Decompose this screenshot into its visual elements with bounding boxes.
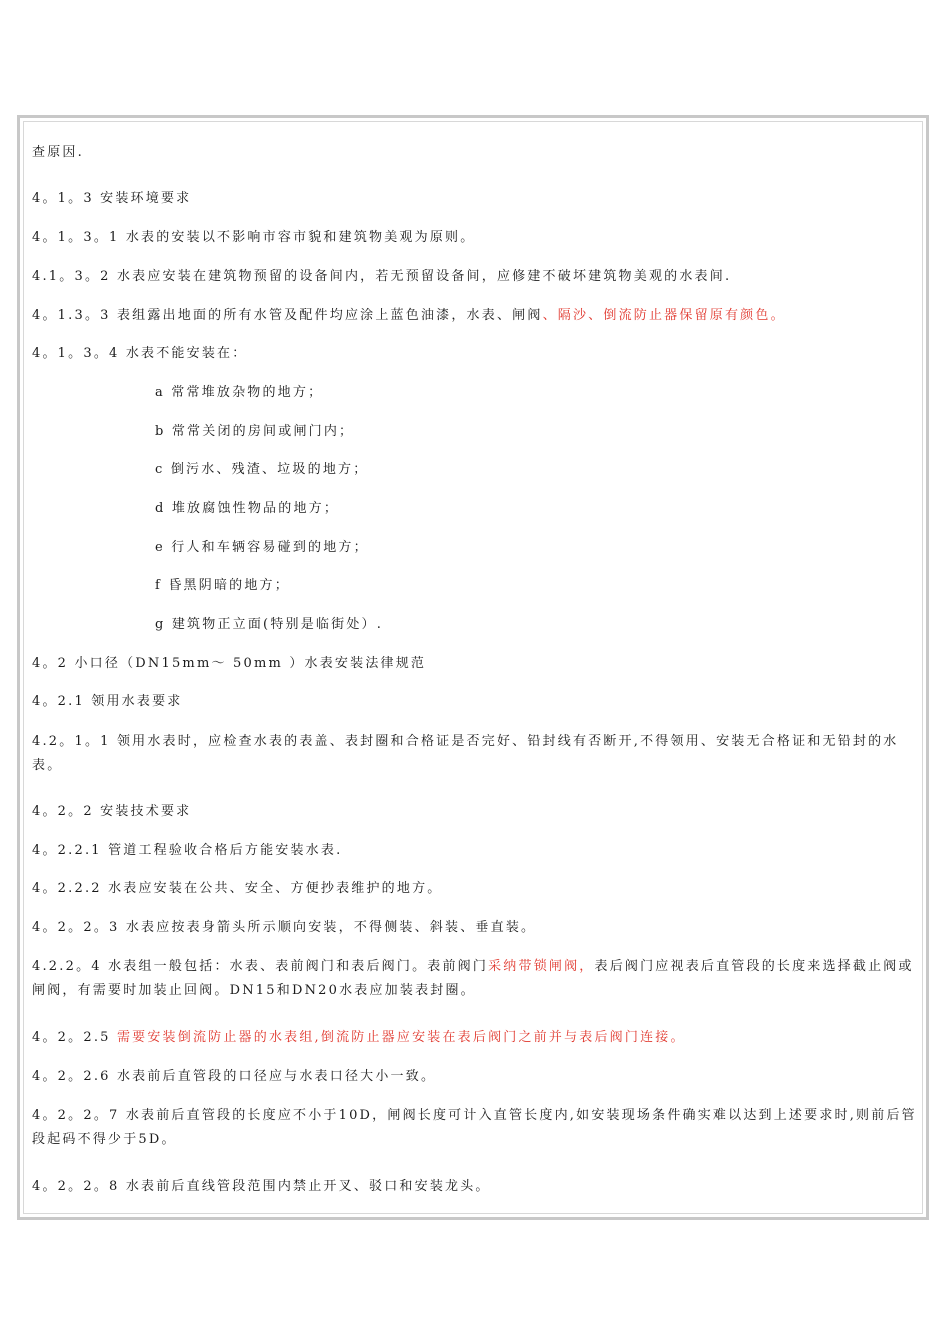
text-segment: 4。1.3。3 表组露出地面的所有水管及配件均应涂上蓝色油漆，水表、闸阀 bbox=[32, 308, 543, 323]
text-segment: 表后阀门应视表后直管段的长度来选择截止阀或闸阀，有需要时加装止回阀。DN15和DN20水表应加装表封圈。 bbox=[32, 959, 914, 998]
text-line: 4.1。3。2 水表应安装在建筑物预留的设备间内，若无预留设备间，应修建不破坏建筑物美观的水表间. bbox=[32, 269, 732, 284]
list-item: e 行人和车辆容易碰到的地方； bbox=[155, 540, 369, 555]
list-item: f 昏黑阴暗的地方； bbox=[155, 578, 290, 593]
paragraph: 4。2。2。7 水表前后直管段的长度应不小于10D，闸阀长度可计入直管长度内,如安装现场条件确实难以达到上述要求时,则前后管段起码不得少于5D。 bbox=[32, 1108, 917, 1147]
text-segment: 4。2。2.5 bbox=[32, 1030, 117, 1045]
text-line: 4。1。3。1 水表的安装以不影响市容市貌和建筑物美观为原则。 bbox=[32, 230, 476, 245]
section-heading: 4。2。2 安装技术要求 bbox=[32, 804, 192, 819]
text-line: 4。2。2。8 水表前后直线管段范围内禁止开叉、驳口和安装龙头。 bbox=[32, 1179, 491, 1194]
text-line bbox=[32, 1026, 686, 1050]
text-line: 4。2.2.2 水表应安装在公共、安全、方便抄表维护的地方。 bbox=[32, 881, 443, 896]
highlighted-text: 采纳带锁闸阀， bbox=[488, 959, 595, 974]
section-heading: 4。2.1 领用水表要求 bbox=[32, 694, 183, 709]
highlighted-text: 需要安装倒流防止器的水表组,倒流防止器应安装在表后阀门之前并与表后阀门连接。 bbox=[116, 1030, 686, 1045]
highlighted-text: 、隔沙、倒流防止器保留原有颜色。 bbox=[542, 308, 786, 323]
text-line: 4。2.2.1 管道工程验收合格后方能安装水表. bbox=[32, 843, 343, 858]
list-item: g 建筑物正立面(特别是临街处）. bbox=[155, 617, 384, 632]
list-item: b 常常关闭的房间或闸门内； bbox=[155, 424, 355, 439]
text-segment: 4.2.2。4 水表组一般包括：水表、表前阀门和表后阀门。表前阀门 bbox=[32, 959, 489, 974]
list-item: c 倒污水、残渣、垃圾的地方； bbox=[155, 462, 369, 477]
list-item: a 常常堆放杂物的地方； bbox=[155, 385, 324, 400]
text-line: 4。2。2。3 水表应按表身箭头所示顺向安装，不得侧装、斜装、垂直装。 bbox=[32, 920, 537, 935]
text-line: 4。2。2.6 水表前后直管段的口径应与水表口径大小一致。 bbox=[32, 1069, 437, 1084]
text-line bbox=[32, 304, 786, 328]
text-line: 4。1。3。4 水表不能安装在： bbox=[32, 346, 248, 361]
paragraph: 4.2。1。1 领用水表时，应检查水表的表盖、表封圈和合格证是否完好、铅封线有否断开,不得领用、安装无合格证和无铅封的水表。 bbox=[32, 734, 899, 773]
text-line: 查原因. bbox=[32, 145, 84, 160]
section-heading: 4。2 小口径（DN15mm～ 50mm ）水表安装法律规范 bbox=[32, 656, 427, 671]
list-item: d 堆放腐蚀性物品的地方； bbox=[155, 501, 340, 516]
paragraph bbox=[32, 955, 917, 1003]
section-heading: 4。1。3 安装环境要求 bbox=[32, 191, 192, 206]
